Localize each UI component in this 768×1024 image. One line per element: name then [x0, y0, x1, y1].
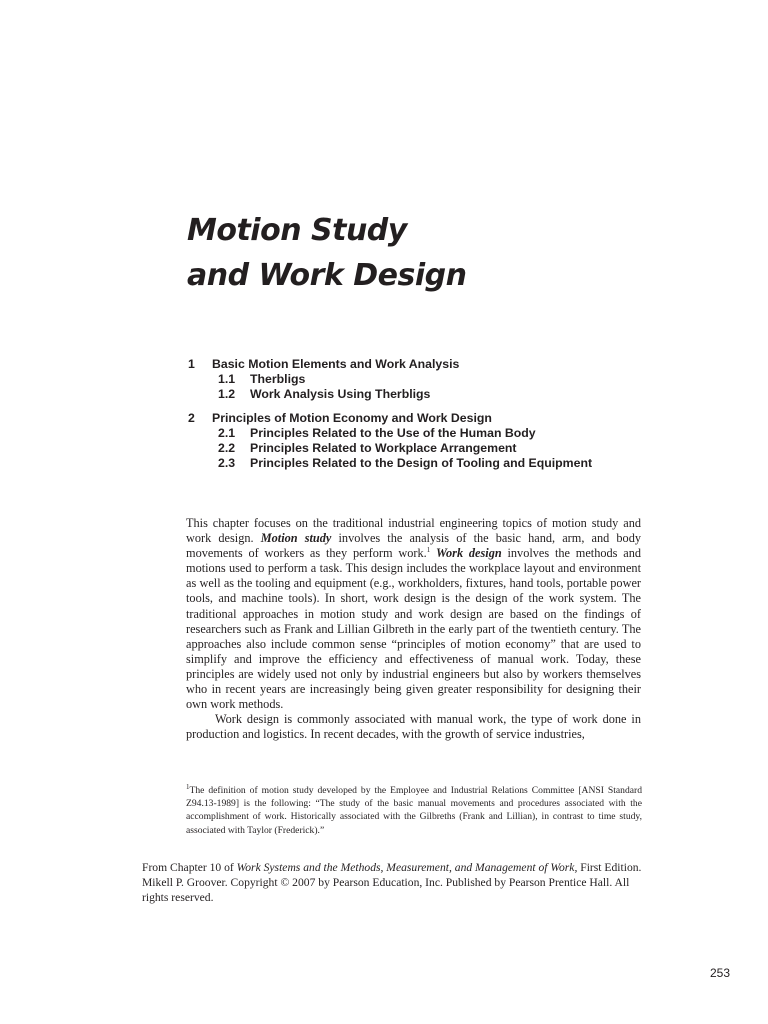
- outline-heading: [188, 411, 708, 426]
- outline-subnumber: 2.3: [218, 456, 236, 470]
- chapter-title-line-1: Motion Study: [187, 213, 407, 248]
- source-book-title: Work Systems and the Methods, Measurement, and Management of Work,: [236, 861, 578, 874]
- outline-subsection: [188, 456, 708, 471]
- outline-subsection: [188, 426, 708, 441]
- chapter-body: [186, 516, 641, 742]
- body-text-run: involves the analysis of the basic hand, arm, and body movements of workers as they perform work.: [186, 531, 641, 561]
- body-text-run: This chapter focuses on the traditional industrial engineering topics of motion study and work design.: [186, 516, 641, 546]
- outline-subsection: [188, 387, 708, 402]
- outline-label: Principles of Motion Economy and Work Design: [212, 411, 492, 425]
- outline-sublabel: Principles Related to the Use of the Human Body: [250, 426, 536, 440]
- footnote-reference[interactable]: 1: [426, 546, 431, 555]
- outline-heading: [188, 357, 708, 372]
- outline-subsection: [188, 441, 708, 456]
- chapter-title: [187, 208, 687, 298]
- outline-subnumber: 2.2: [218, 441, 236, 455]
- body-paragraph-1: [186, 516, 641, 712]
- footnote-marker: 1: [186, 782, 190, 791]
- outline-subnumber: 1.2: [218, 387, 236, 401]
- chapter-title-line-2: and Work Design: [187, 258, 467, 293]
- outline-subsection: [188, 372, 708, 387]
- term-motion-study: Motion study: [260, 531, 332, 546]
- page-number: 253: [709, 966, 730, 980]
- outline-sublabel: Principles Related to the Design of Tooling and Equipment: [250, 456, 593, 470]
- outline-subnumber: 2.1: [218, 426, 236, 440]
- outline-number: 2: [188, 411, 195, 425]
- footnote: [186, 784, 642, 837]
- outline-sublabel: Work Analysis Using Therbligs: [250, 387, 431, 401]
- outline-subnumber: 1.1: [218, 372, 236, 386]
- outline-label: Basic Motion Elements and Work Analysis: [212, 357, 460, 371]
- source-prefix: From Chapter 10 of: [142, 861, 237, 874]
- body-paragraph-2: Work design is commonly associated with manual work, the type of work done in production and logistics. In recent decades, with the growth of service industries,: [186, 712, 641, 742]
- body-text-run: involves the methods and motions used to perform a task. This design includes the workplace layout and environment as well as the tooling and equipment (e.g., workholders, fixtures, hand tools, portable power tools, and machine tools). In short, work design is the design of the work system. The traditional approaches in motion study and work design are based on the findings of researchers such as Frank and Lillian Gilbreth in the early part of the twentieth century. The approaches also include common sense “principles of motion economy” that are used to simplify and improve the efficiency and effectiveness of manual work. Today, these principles are widely used not only by industrial engineers but also by workers themselves who in recent years are increasingly being given greater responsibility for designing their own work methods.: [186, 546, 641, 712]
- chapter-outline: [188, 357, 708, 480]
- outline-number: 1: [188, 357, 195, 371]
- source-credit: [142, 860, 644, 905]
- source-suffix: First Edition. Mikell P. Groover. Copyright © 2007 by Pearson Education, Inc. Published by Pearson Prentice Hall. All rights reserved.: [142, 861, 642, 904]
- term-work-design: Work design: [435, 546, 502, 561]
- outline-sublabel: Principles Related to Workplace Arrangement: [250, 441, 517, 455]
- outline-section-2: [188, 411, 708, 471]
- footnote-text: The definition of motion study developed by the Employee and Industrial Relations Committee [ANSI Standard Z94.13-1989] is the following: “The study of the basic manual movements and procedures associated with the accomplishment of work. Historically associated with the Gilbreths (Frank and Lillian), in contrast to time study, associated with Taylor (Frederick).”: [186, 785, 642, 836]
- outline-section-1: [188, 357, 708, 402]
- outline-sublabel: Therbligs: [250, 372, 306, 386]
